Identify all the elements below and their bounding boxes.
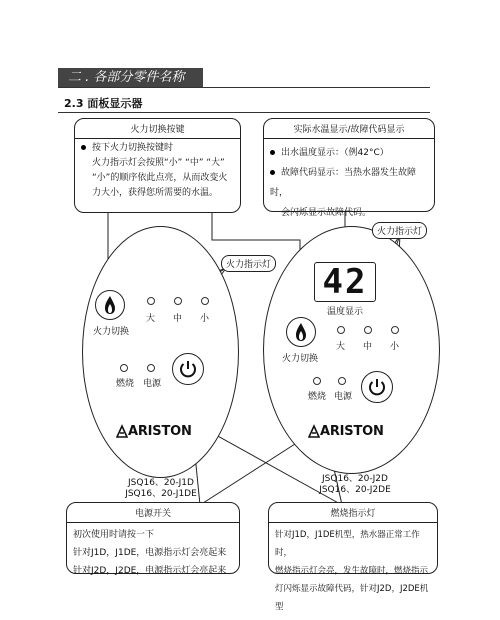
model-line: JSQ16、20-J1D	[128, 478, 194, 488]
brand-name: ARISTON	[320, 424, 384, 439]
callout-text: 针对J2D，J2DE，电源指示灯会亮起来	[73, 566, 227, 576]
callout-text: “小”的顺序依此点亮，从而改变火	[92, 173, 228, 183]
right-led-mid	[364, 326, 372, 334]
left-burn-label: 燃烧	[116, 379, 135, 389]
callout-text: 出水温度显示：（例42°C）	[281, 148, 389, 158]
callout-text: 初次使用时请按一下	[73, 530, 155, 540]
callout-text: 针对J1D，J1DE机型，热水器正常工作时，	[275, 530, 420, 558]
flame-icon	[96, 291, 124, 319]
left-led-high	[147, 297, 155, 305]
left-power-button[interactable]	[172, 353, 204, 385]
right-level-label-high: 大	[336, 342, 346, 352]
right-led-low	[391, 326, 399, 334]
right-brand-logo	[308, 420, 384, 439]
bullet-icon	[81, 145, 86, 150]
subsection-title: 2.3 面板显示器	[64, 97, 143, 110]
left-fire-switch-button[interactable]	[95, 290, 125, 320]
callout-burn-light	[268, 502, 438, 612]
model-line: JSQ16、20-J2D	[322, 474, 388, 484]
ariston-logo-icon	[308, 424, 320, 438]
callout-text: 灯闪烁显示故障代码，针对J2D，J2DE机型	[275, 584, 429, 612]
right-fire-switch-label: 火力切换	[282, 354, 319, 364]
callout-text: 会闪烁显示故障代码。	[281, 208, 372, 218]
right-burn-label: 燃烧	[308, 392, 327, 402]
section-title: 二 . 各部分零件名称	[58, 68, 203, 87]
ariston-logo-icon	[116, 424, 128, 438]
callout-text: 火力指示灯会按照“小” “中” “大”	[92, 158, 225, 168]
right-power-button[interactable]	[361, 371, 393, 403]
left-power-led	[147, 364, 155, 372]
callout-text: 燃烧指示灯会亮，发生故障时，燃烧指示	[275, 566, 429, 576]
left-brand-logo	[116, 420, 192, 439]
left-burn-led	[120, 364, 128, 372]
left-level-label-high: 大	[146, 314, 156, 324]
callout-title: 电源开关	[67, 503, 239, 523]
left-level-label-low: 小	[200, 314, 210, 324]
callout-title: 火力切换按键	[75, 119, 240, 139]
temp-display-label: 温度显示	[327, 307, 364, 317]
callout-temp-fault	[263, 118, 435, 218]
right-indicator-tag: 火力指示灯	[372, 222, 427, 239]
callout-text: 针对J1D，J1DE，电源指示灯会亮起来	[73, 548, 227, 558]
left-model-numbers	[106, 478, 216, 500]
right-level-label-low: 小	[390, 342, 400, 352]
callout-power-switch	[66, 502, 240, 574]
bullet-icon	[270, 170, 275, 175]
left-indicator-tag: 火力指示灯	[221, 255, 276, 272]
callout-fire-switch	[74, 118, 241, 213]
right-model-numbers	[300, 474, 410, 496]
callout-text: 力大小，获得您所需要的水温。	[92, 188, 219, 198]
right-led-high	[337, 326, 345, 334]
model-line: JSQ16、20-J2DE	[319, 485, 391, 495]
callout-title: 实际水温显示/故障代码显示	[264, 119, 434, 139]
power-icon	[362, 372, 392, 402]
bullet-icon	[270, 150, 275, 155]
right-fire-switch-button[interactable]	[286, 317, 316, 347]
right-level-label-mid: 中	[363, 342, 373, 352]
display-digits: 42	[322, 262, 368, 302]
left-led-low	[201, 297, 209, 305]
left-level-label-mid: 中	[173, 314, 183, 324]
temperature-display	[314, 262, 376, 302]
callout-title: 燃烧指示灯	[269, 503, 437, 523]
left-fire-switch-label: 火力切换	[93, 327, 130, 337]
left-led-mid	[174, 297, 182, 305]
right-power-label: 电源	[334, 392, 353, 402]
right-power-led	[338, 377, 346, 385]
left-power-label: 电源	[143, 379, 162, 389]
callout-text: 故障代码显示：当热水器发生故障时，	[270, 168, 417, 198]
flame-icon	[287, 318, 315, 346]
brand-name: ARISTON	[128, 424, 192, 439]
callout-text: 按下火力切换按键时	[92, 143, 174, 153]
model-line: JSQ16、20-J1DE	[125, 489, 197, 499]
right-burn-led	[313, 377, 321, 385]
left-control-panel	[82, 226, 239, 478]
power-icon	[173, 354, 203, 384]
